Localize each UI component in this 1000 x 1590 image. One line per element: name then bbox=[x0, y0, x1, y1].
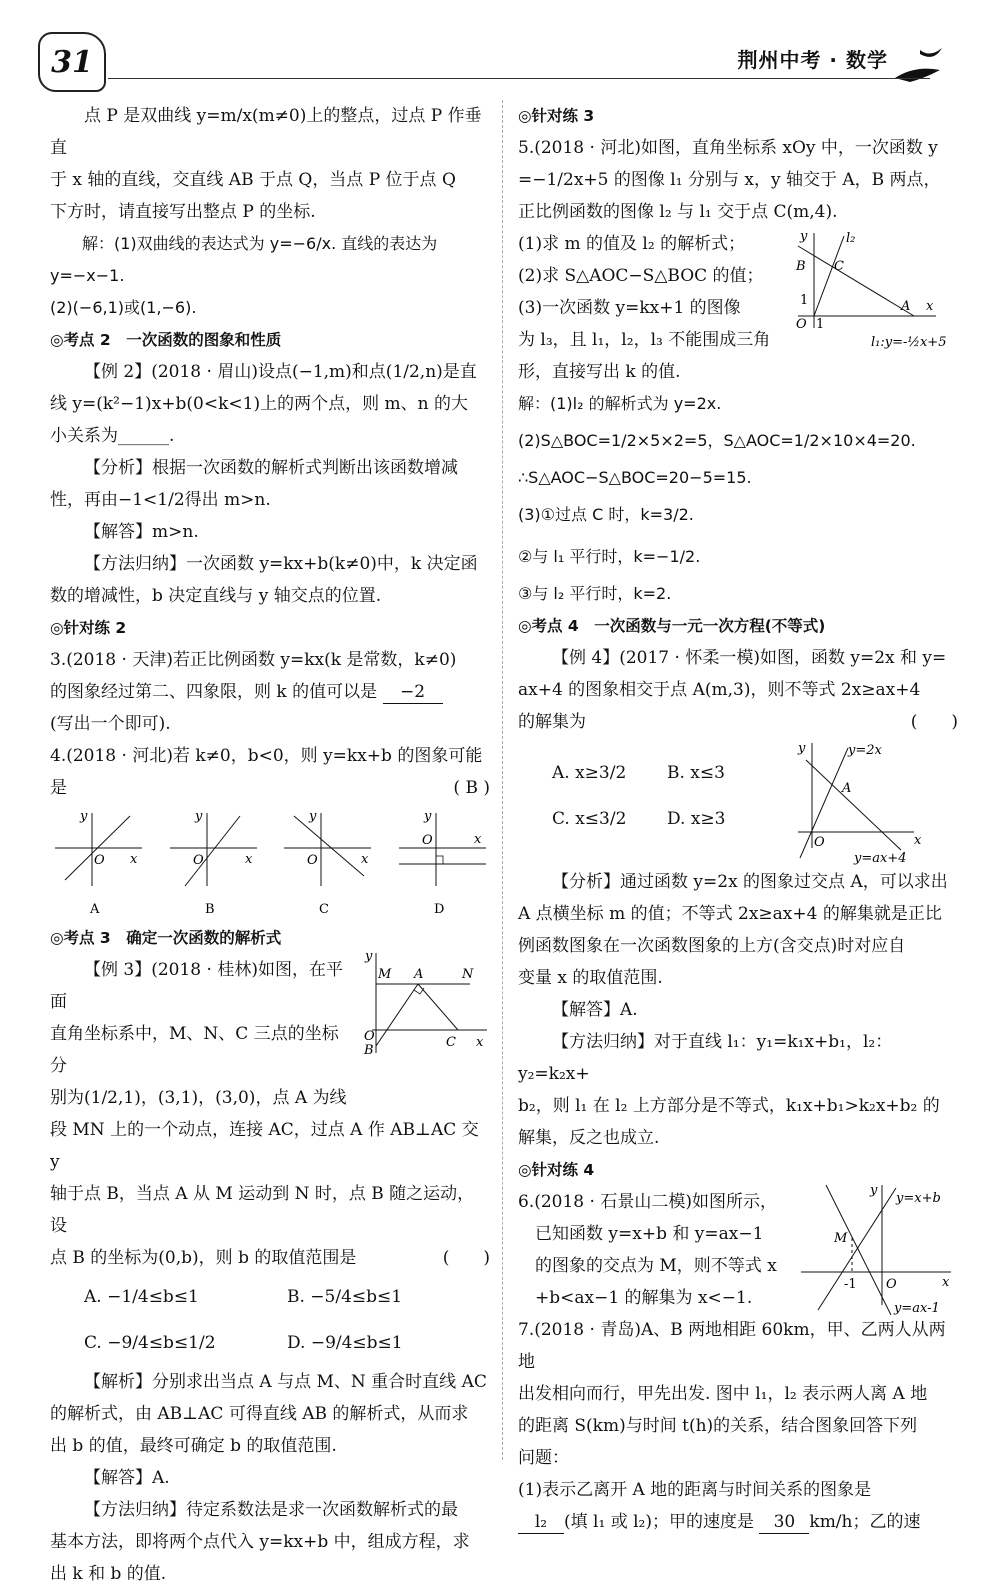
svg-text:O: O bbox=[814, 835, 825, 850]
q-text: 点 P 是双曲线 y=m/x(m≠0)上的整点，过点 P 作垂直 bbox=[50, 106, 482, 158]
question-5: 5.(2018 · 河北)如图，直角坐标系 xOy 中，一次函数 y bbox=[518, 138, 938, 158]
option-c: C. x≤3/2 bbox=[552, 809, 627, 829]
section-heading: ◎考点 2 一次函数的图象和性质 bbox=[50, 331, 282, 349]
right-column bbox=[518, 100, 958, 1538]
question-4: 是 ( B ) bbox=[50, 772, 490, 804]
svg-text:y: y bbox=[870, 1183, 878, 1198]
ex4-body bbox=[518, 738, 958, 866]
analysis-text: 例函数图象在一次函数图象的上方(含交点)时对应自 bbox=[518, 936, 906, 956]
svg-text:y: y bbox=[80, 809, 88, 824]
svg-text:x: x bbox=[130, 852, 138, 867]
svg-text:O: O bbox=[886, 1277, 897, 1292]
question-7: l₂ (填 l₁ 或 l₂)；甲的速度是 30 km/h；乙的速 bbox=[518, 1506, 958, 1538]
solution-line: 解：(1)l₂ 的解析式为 y=2x. bbox=[518, 394, 722, 413]
svg-text:N: N bbox=[462, 967, 474, 982]
q-text: 于 x 轴的直线，交直线 AB 于点 Q，当点 P 位于点 Q bbox=[50, 170, 456, 190]
svg-text:l₂: l₂ bbox=[846, 231, 856, 246]
svg-text:y: y bbox=[309, 809, 317, 824]
question-4: 4.(2018 · 河北)若 k≠0，b<0，则 y=kx+b 的图象可能 bbox=[50, 746, 483, 766]
analysis-text: A 点横坐标 m 的值；不等式 2x≥ax+4 的解集就是正比 bbox=[518, 904, 942, 924]
svg-text:O: O bbox=[364, 1029, 375, 1044]
solution-line: ②与 l₁ 平行时，k=−1/2. bbox=[518, 547, 701, 566]
q4-figures bbox=[50, 808, 490, 918]
option-label: C bbox=[319, 902, 330, 917]
question-5: =−1/2x+5 的图像 l₁ 分别与 x，y 轴交于 A，B 两点， bbox=[518, 170, 941, 190]
svg-text:y=2x: y=2x bbox=[848, 743, 882, 758]
svg-text:O: O bbox=[94, 853, 105, 868]
option-label: D bbox=[433, 902, 445, 917]
svg-text:y=ax+4: y=ax+4 bbox=[854, 851, 907, 866]
svg-text:M: M bbox=[834, 1231, 848, 1246]
method-text: 【方法归纳】对于直线 l₁：y₁=k₁x+b₁，l₂：y₂=k₂x+ bbox=[518, 1032, 893, 1084]
q4-answer: ( B ) bbox=[453, 778, 490, 798]
method-text: 解集，反之也成立. bbox=[518, 1128, 660, 1148]
option-label: A bbox=[90, 902, 100, 917]
section-heading: ◎考点 4 一次函数与一元一次方程(不等式) bbox=[518, 617, 826, 635]
svg-text:A: A bbox=[901, 299, 911, 314]
solution-line: (3)①过点 C 时，k=3/2. bbox=[518, 505, 694, 524]
example-3: 【例 3】(2018 · 桂林)如图，在平面 直角坐标系中，M、N、C 三点的坐标分 别为(1/2,1)，(3,1)，(3,0)，点 A 为线 y M A N O B C x bbox=[50, 954, 490, 1114]
question-7: 7.(2018 · 青岛)A、B 两地相距 60km，甲、乙两人从两地 bbox=[518, 1320, 946, 1372]
book-title: 荆州中考 · 数学 bbox=[737, 48, 888, 72]
solution-line: (2)(−6,1)或(1,−6). bbox=[50, 298, 197, 317]
ex3-figure bbox=[362, 948, 492, 1058]
question-3: 3.(2018 · 天津)若正比例函数 y=kx(k 是常数，k≠0) bbox=[50, 650, 457, 670]
option-b: B. −5/4≤b≤1 bbox=[287, 1287, 403, 1307]
svg-text:M: M bbox=[378, 967, 392, 982]
answer-text: 【解答】m>n. bbox=[84, 522, 199, 542]
svg-text:x: x bbox=[473, 832, 482, 847]
analysis-text: 【解析】分别求出当点 A 与点 M、N 重合时直线 AC bbox=[84, 1372, 487, 1392]
svg-text:C: C bbox=[446, 1035, 456, 1050]
method-text: b₂，则 l₁ 在 l₂ 上方部分是不等式，k₁x+b₁>k₂x+b₂ 的 bbox=[518, 1096, 940, 1116]
question-5-parts: (1)求 m 的值及 l₂ 的解析式； (2)求 S△AOC−S△BOC 的值； (3)一次函数 y=kx+1 的图像 为 l₃，且 l₁，l₂，l₃ 不能围成三角 形，直接写出 k 的值. y l₂ B C A x O 1 1 l₁:y=-½x+5 bbox=[518, 228, 958, 388]
svg-text:x: x bbox=[914, 833, 922, 848]
question-7: 出发相向而行，甲先出发. 图中 l₁，l₂ 表示两人离 A 地 bbox=[518, 1384, 928, 1404]
ex4-figure bbox=[786, 738, 946, 866]
section-heading: ◎针对练 3 bbox=[518, 107, 595, 125]
example-4: 【例 4】(2017 · 怀柔一模)如图，函数 y=2x 和 y= bbox=[552, 648, 947, 668]
answer-text: 【解答】A. bbox=[84, 1468, 170, 1488]
example-text: 线 y=(k²−1)x+b(0<k<1)上的两个点，则 m、n 的大 bbox=[50, 394, 468, 414]
svg-text:O: O bbox=[421, 833, 433, 848]
svg-text:y: y bbox=[194, 809, 203, 824]
solution-line: y=−x−1. bbox=[50, 266, 125, 285]
method-text: 出 k 和 b 的值. bbox=[50, 1564, 167, 1584]
svg-text:x: x bbox=[942, 1275, 950, 1290]
solution-line: 解：(1)双曲线的表达式为 y=−6/x. 直线的表达为 bbox=[82, 234, 438, 253]
option-c: C. −9/4≤b≤1/2 bbox=[84, 1333, 216, 1353]
section-heading: ◎针对练 2 bbox=[50, 619, 127, 637]
svg-text:x: x bbox=[476, 1035, 484, 1050]
svg-text:O: O bbox=[307, 853, 318, 868]
example-4: 的解集为 ( ) bbox=[518, 706, 958, 738]
svg-text:A: A bbox=[842, 781, 852, 796]
question-7: 问题： bbox=[518, 1448, 569, 1468]
svg-text:y=ax-1: y=ax-1 bbox=[894, 1301, 940, 1316]
ex3-options bbox=[50, 1274, 490, 1366]
column-divider bbox=[502, 100, 503, 1460]
svg-text:y: y bbox=[798, 741, 806, 756]
svg-text:l₁:y=-½x+5: l₁:y=-½x+5 bbox=[871, 335, 947, 350]
svg-text:1: 1 bbox=[800, 293, 809, 308]
ex4-options bbox=[518, 738, 782, 842]
example-text: 【例 2】(2018 · 眉山)设点(−1,m)和点(1/2,n)是直 bbox=[84, 362, 477, 382]
svg-text:O: O bbox=[796, 317, 807, 332]
graph-option-a bbox=[50, 808, 146, 918]
graph-option-c bbox=[279, 808, 375, 918]
question-3: 的图象经过第二、四象限，则 k 的值可以是 −2 bbox=[50, 676, 490, 708]
svg-text:B: B bbox=[364, 1043, 374, 1058]
question-3: (写出一个即可). bbox=[50, 714, 171, 734]
svg-text:y: y bbox=[423, 809, 432, 824]
left-column: 点 P 是双曲线 y=m/x(m≠0)上的整点，过点 P 作垂直 于 x 轴的直线，交直线 AB 于点 Q，当点 P 位于点 Q 下方时，请直接写出整点 P 的坐标. 解：(1)双曲线的表达式为 y=−6/x. 直线的表达为 y=−x−1. (2)(−6,1)或(1,−6). ◎考点 2 一次函数的图象和性质 【例 2】(2018 · 眉山)设点(−1,m)和点(1/2,n)是直 线 y=(k²−1)x+b(0<k<1)上的两个点，则 m、n 的大 小关系为______. 【分析】根据一次函数的解析式判断出该函数增减 性，再由−1<1/2得出 m>n. 【解答】m>n. 【方法归纳】一次函数 y=kx+b(k≠0)中，k 决定函 数的增减性，b 决定直线与 y 轴交点的位置. ◎针对练 2 3.(2018 · 天津)若正比例函数 y=kx(k 是常数，k≠0) 的图象经过第二、四象限，则 k 的值可以是 −2 (写出一个即可). 4.(2018 · 河北)若 k≠0，b<0，则 y=kx+b 的图象可能 是 ( B ) x y O A x y O B x y O C x y O D ◎考点 3 确定一次函数的解析式 【例 3】(2018 · 桂林)如图，在平面 直角坐标系中，M、N、C 三点的坐标分 别为(1/2,1)，(3,1)，(3,0)，点 A 为线 y M A N O B C x 段 MN 上的一个动点，连接 AC，过点 A 作 AB⊥AC 交 y 轴于点 B，当点 A 从 M 运动到 N 时，点 B 随之运动，设 点 B 的坐标为(0,b)，则 b 的取值范围是 ( ) A. −1/4≤b≤1 B. −5/4≤b≤1 C. −9/4≤b≤1/2 D. −9/4≤b≤1 【解析】分别求出当点 A 与点 M、N 重合时直线 AC 的解析式，由 AB⊥AC 可得直线 AB 的解析式，从而求 出 b 的值，最终可确定 b 的取值范围. 【解答】A. 【方法归纳】待定系数法是求一次函数解析式的最 基本方法，即将两个点代入 y=kx+b 中，组成方程，求 出 k 和 b 的值. bbox=[50, 100, 490, 1590]
analysis-text: 【分析】通过函数 y=2x 的图象过交点 A，可以求出 bbox=[552, 872, 948, 892]
analysis-text: 性，再由−1<1/2得出 m>n. bbox=[50, 490, 271, 510]
page-number: 31 bbox=[38, 32, 106, 92]
q7-answer-line: l₂ bbox=[518, 1511, 564, 1534]
example-text: 小关系为______. bbox=[50, 426, 175, 446]
solution-line: ∴S△AOC−S△BOC=20−5=15. bbox=[518, 468, 752, 487]
option-d: D. x≥3 bbox=[667, 809, 726, 829]
method-text: 数的增减性，b 决定直线与 y 轴交点的位置. bbox=[50, 586, 382, 606]
q-text: 下方时，请直接写出整点 P 的坐标. bbox=[50, 202, 316, 222]
q6-figure bbox=[796, 1180, 958, 1320]
method-text: 【方法归纳】一次函数 y=kx+b(k≠0)中，k 决定函 bbox=[84, 554, 478, 574]
analysis-text: 出 b 的值，最终可确定 b 的取值范围. bbox=[50, 1436, 337, 1456]
method-text: 基本方法，即将两个点代入 y=kx+b 中，组成方程，求 bbox=[50, 1532, 470, 1552]
svg-text:O: O bbox=[192, 853, 204, 868]
option-d: D. −9/4≤b≤1 bbox=[287, 1333, 403, 1353]
q5-figure bbox=[786, 228, 961, 353]
svg-text:C: C bbox=[834, 259, 844, 274]
q3-answer: −2 bbox=[383, 681, 443, 704]
svg-text:y: y bbox=[800, 229, 808, 244]
svg-text:1: 1 bbox=[816, 317, 825, 332]
svg-text:x: x bbox=[361, 852, 369, 867]
svg-text:A: A bbox=[414, 967, 424, 982]
question-7: 的距离 S(km)与时间 t(h)的关系，结合图象回答下列 bbox=[518, 1416, 918, 1436]
section-heading: ◎考点 3 确定一次函数的解析式 bbox=[50, 929, 282, 947]
svg-text:y=x+b: y=x+b bbox=[896, 1191, 941, 1206]
graph-option-b bbox=[165, 808, 261, 918]
ex4-bracket: ( ) bbox=[910, 712, 958, 732]
svg-text:y: y bbox=[365, 949, 373, 964]
svg-text:x: x bbox=[244, 852, 252, 867]
question-6: 6.(2018 · 石景山二模)如图所示， 已知函数 y=x+b 和 y=ax−1 的图象的交点为 M，则不等式 x +b<ax−1 的解集为 x<−1. y y=x+b M -1 O x y=ax-1 bbox=[518, 1186, 958, 1314]
ex3-bracket: ( ) bbox=[442, 1248, 490, 1268]
solution-line: ③与 l₂ 平行时，k=2. bbox=[518, 584, 672, 603]
analysis-text: 的解析式，由 AB⊥AC 可得直线 AB 的解析式，从而求 bbox=[50, 1404, 469, 1424]
analysis-text: 变量 x 的取值范围. bbox=[518, 968, 663, 988]
page-header bbox=[0, 0, 1000, 96]
solution-line: (2)S△BOC=1/2×5×2=5，S△AOC=1/2×10×4=20. bbox=[518, 431, 916, 450]
option-a: A. −1/4≤b≤1 bbox=[84, 1287, 199, 1307]
svg-text:-1: -1 bbox=[844, 1277, 857, 1292]
question-7: (1)表示乙离开 A 地的距离与时间关系的图象是 bbox=[518, 1480, 872, 1500]
section-heading: ◎针对练 4 bbox=[518, 1161, 595, 1179]
q7-answer-speed: 30 bbox=[759, 1511, 809, 1534]
analysis-text: 【分析】根据一次函数的解析式判断出该函数增减 bbox=[84, 458, 458, 478]
option-b: B. x≤3 bbox=[667, 763, 725, 783]
graph-option-d bbox=[394, 808, 490, 918]
svg-text:x: x bbox=[926, 299, 934, 314]
option-label: B bbox=[204, 902, 215, 917]
option-a: A. x≥3/2 bbox=[552, 763, 627, 783]
method-text: 【方法归纳】待定系数法是求一次函数解析式的最 bbox=[84, 1500, 458, 1520]
question-5: 正比例函数的图像 l₂ 与 l₁ 交于点 C(m,4). bbox=[518, 202, 838, 222]
answer-text: 【解答】A. bbox=[552, 1000, 638, 1020]
example-4: ax+4 的图象相交于点 A(m,3)，则不等式 2x≥ax+4 bbox=[518, 680, 921, 700]
svg-text:B: B bbox=[796, 259, 806, 274]
